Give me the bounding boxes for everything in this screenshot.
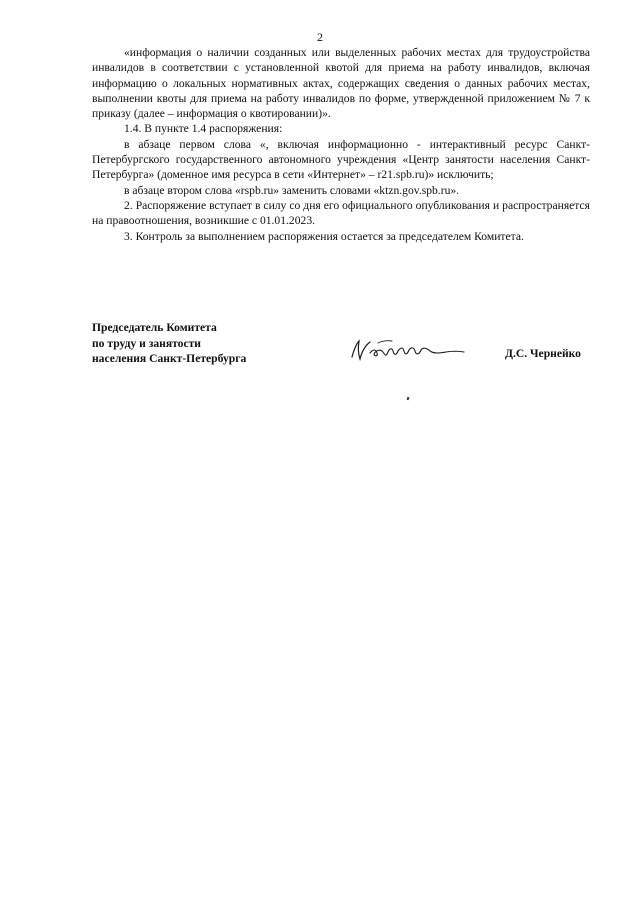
signatory-title-line: по труду и занятости: [92, 336, 201, 350]
paragraph-control: 3. Контроль за выполнением распоряжения остается за председателем Комитета.: [124, 229, 524, 243]
signatory-title-line: Председатель Комитета: [92, 321, 217, 334]
signer-name: Д.С. Чернейко: [505, 347, 581, 360]
paragraph-quota-info: «информация о наличии созданных или выделенных рабочих местах для трудоустройства инвалидов в соответствии с установленной квотой для приема на работу инвалидов, включая информацию о локальных нормативных актах, содержащих сведения о данных рабочих местах, выполнении квоты для приема на работу инвалидов по форме, утвержденной приложением № 7 к приказу (далее – информация о квотировании)».: [92, 46, 590, 121]
signatory-title: [92, 320, 246, 367]
paragraph-effective-date: 2. Распоряжение вступает в силу со дня его официального опубликования и распространяется на правоотношения, возникшие с 01.01.2023.: [92, 198, 590, 228]
paragraph-item-1-4: 1.4. В пункте 1.4 распоряжения:: [124, 122, 283, 136]
handwritten-signature: [348, 335, 468, 365]
signatory-title-line: населения Санкт-Петербурга: [92, 352, 247, 366]
stray-mark: [407, 397, 410, 401]
document-body: [92, 45, 590, 244]
paragraph-first-abzats: в абзаце первом слова «, включая информационно - интерактивный ресурс Санкт-Петербургского государственного автономного учреждения «Центр занятости населения Санкт-Петербурга» (доменное имя ресурса в сети «Интернет» – r21.spb.ru)» исключить;: [92, 137, 590, 182]
paragraph-second-abzats: в абзаце втором слова «rspb.ru» заменить словами «ktzn.gov.spb.ru».: [124, 183, 460, 197]
page-number: 2: [317, 30, 323, 44]
